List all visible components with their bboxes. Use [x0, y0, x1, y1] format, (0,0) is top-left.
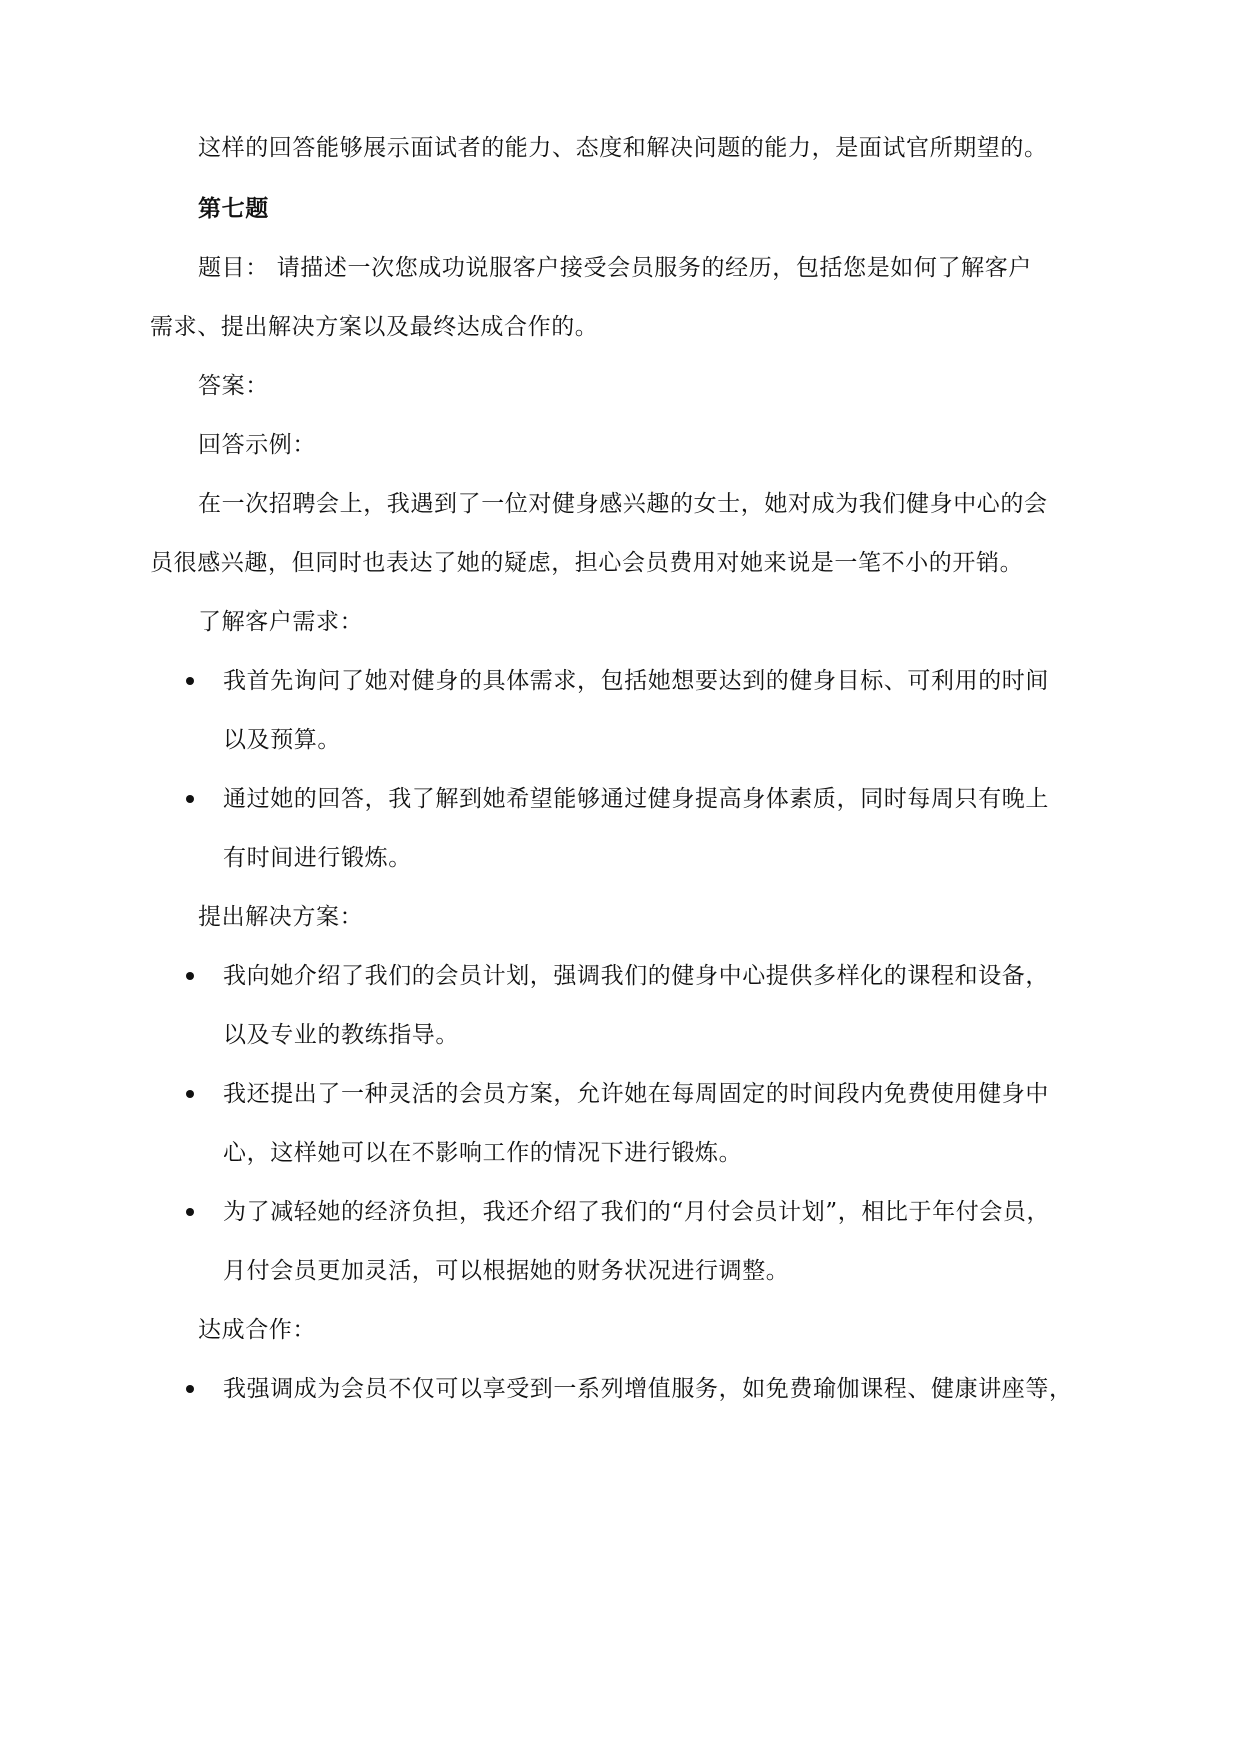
bullet-3-line-1: 我向她介绍了我们的会员计划，强调我们的健身中心提供多样化的课程和设备，	[223, 963, 1049, 989]
bullet-icon	[186, 1090, 194, 1098]
bullet-5-line-2: 月付会员更加灵活，可以根据她的财务状况进行调整。	[223, 1258, 790, 1284]
bullet-4-line-1: 我还提出了一种灵活的会员方案，允许她在每周固定的时间段内免费使用健身中	[223, 1081, 1049, 1107]
bullet-icon	[186, 795, 194, 803]
section-heading-cooperation: 达成合作：	[198, 1317, 316, 1343]
question-heading: 第七题	[198, 195, 269, 222]
bullet-icon	[186, 1385, 194, 1393]
bullet-icon	[186, 972, 194, 980]
bullet-2-line-2: 有时间进行锻炼。	[223, 845, 412, 871]
question-line-2: 需求、提出解决方案以及最终达成合作的。	[150, 314, 599, 340]
bullet-icon	[186, 677, 194, 685]
bullet-icon	[186, 1208, 194, 1216]
section-heading-needs: 了解客户需求：	[198, 609, 364, 635]
paragraph-intro: 这样的回答能够展示面试者的能力、态度和解决问题的能力，是面试官所期望的。	[198, 135, 1048, 161]
bullet-6-line-1: 我强调成为会员不仅可以享受到一系列增值服务，如免费瑜伽课程、健康讲座等，	[223, 1376, 1073, 1402]
bullet-2-line-1: 通过她的回答，我了解到她希望能够通过健身提高身体素质，同时每周只有晚上	[223, 786, 1049, 812]
bullet-1-line-1: 我首先询问了她对健身的具体需求，包括她想要达到的健身目标、可利用的时间	[223, 668, 1049, 694]
section-heading-solution: 提出解决方案：	[198, 904, 364, 930]
bullet-3-line-2: 以及专业的教练指导。	[223, 1022, 459, 1048]
bullet-4-line-2: 心，这样她可以在不影响工作的情况下进行锻炼。	[223, 1140, 743, 1166]
question-line-1: 题目： 请描述一次您成功说服客户接受会员服务的经历，包括您是如何了解客户	[198, 255, 1032, 281]
example-label: 回答示例：	[198, 432, 316, 458]
story-line-2: 员很感兴趣，但同时也表达了她的疑虑，担心会员费用对她来说是一笔不小的开销。	[150, 550, 1024, 576]
story-line-1: 在一次招聘会上，我遇到了一位对健身感兴趣的女士，她对成为我们健身中心的会	[198, 491, 1048, 517]
bullet-5-line-1: 为了减轻她的经济负担，我还介绍了我们的“月付会员计划”，相比于年付会员，	[223, 1199, 1051, 1225]
answer-label: 答案：	[198, 373, 269, 399]
bullet-1-line-2: 以及预算。	[223, 727, 341, 753]
